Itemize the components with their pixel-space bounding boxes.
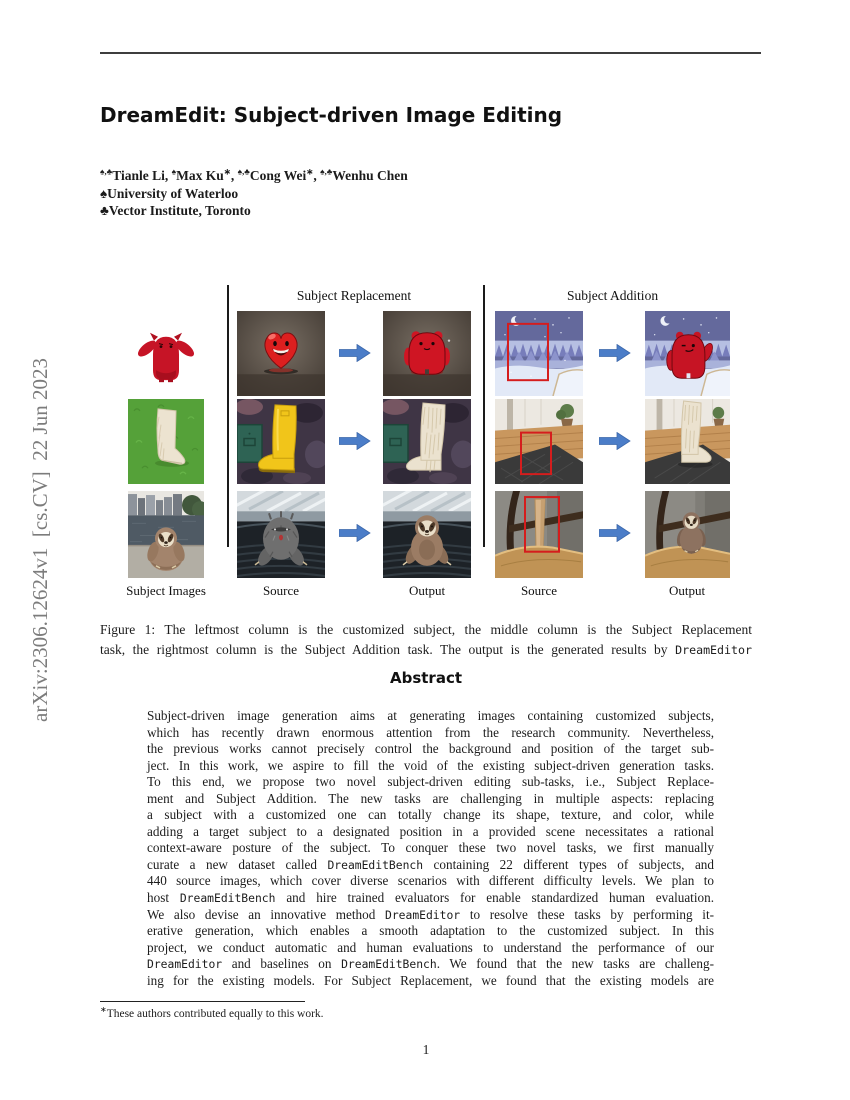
sloth-subject-illustration: [128, 491, 204, 578]
figure-label-source-addition: Source: [520, 583, 558, 598]
abstract-line: We also devise an innovative method DreamEditor to resolve these tasks by performing it-: [147, 906, 714, 922]
arrow-right-icon: [599, 524, 631, 542]
arrow-right-icon: [339, 432, 371, 450]
affiliation-line: ♠University of Waterloo: [100, 185, 239, 201]
figure-image-r2-add-output: [645, 399, 730, 484]
yellow-boot-source-illustration: [237, 399, 325, 484]
abstract-heading: Abstract: [389, 669, 463, 687]
abstract-line: which has recently drawn enormous attention from the research community. Nevertheless,: [147, 724, 714, 740]
figure-image-r2-subject: [128, 399, 204, 484]
affiliations: [100, 185, 720, 220]
abstract-line: Subject-driven image generation aims at generating images containing customized subjects,: [147, 708, 714, 723]
figure-image-r3-source: [237, 491, 325, 578]
figure-image-r3-subject: [128, 491, 204, 578]
abstract-line: ing for the existing models. For Subject Replacement, we found that the existing models are: [147, 972, 714, 988]
abstract-body: [147, 708, 714, 989]
monster-output-illustration: [383, 311, 471, 396]
figure-image-r1-add-output: [645, 311, 730, 396]
abstract-line: a subject with a customized one can totally change its shape, texture, and color, while: [147, 807, 714, 823]
figure-label-output-replacement: Output: [408, 583, 446, 598]
monster-subject-illustration: [128, 311, 204, 396]
figure-header-addition: Subject Addition: [566, 288, 659, 303]
abstract-line: ment and Subject Addition. The new tasks are challenging in multiple aspects: replacing: [147, 790, 714, 806]
footnote-text: These authors contributed equally to this work.: [106, 1007, 324, 1020]
arrow-right-icon: [599, 344, 631, 362]
figure-image-r1-add-source: [495, 311, 583, 396]
footnote-star: ∗: [100, 1005, 107, 1014]
figure-header-replacement: Subject Replacement: [296, 288, 412, 303]
figure-image-r2-output: [383, 399, 471, 484]
arxiv-sidebar-label: arXiv:2306.12624v1 [cs.CV] 22 Jun 2023: [28, 358, 52, 722]
caption-line: task, the rightmost column is the Subject Addition task. The output is the generated results by DreamEditor: [100, 641, 752, 657]
abstract-line: To this end, we propose two novel subject-driven editing sub-tasks, i.e., Subject Replace-: [147, 774, 714, 790]
paper-title: DreamEdit: Subject-driven Image Editing: [100, 103, 563, 127]
heart-source-illustration: [237, 311, 325, 396]
arrow-right-icon: [599, 432, 631, 450]
winter-source-illustration: [495, 311, 583, 396]
figure-divider-left: [227, 285, 229, 547]
abstract-line: host DreamEditBench and hire trained evaluators for enable standardized human evaluation.: [147, 890, 714, 906]
footnote: [100, 1005, 520, 1020]
abstract-line: erative generation, which enables a smooth adaptation to the customized subject. In this: [147, 923, 714, 939]
caption-line: Figure 1: The leftmost column is the customized subject, the middle column is the Subject Replacement: [100, 622, 752, 637]
figure-image-r1-output: [383, 311, 471, 396]
porch-source-illustration: [495, 399, 583, 484]
sloth-output-illustration: [383, 491, 471, 578]
figure-caption: [100, 620, 752, 660]
white-boot-output-illustration: [383, 399, 471, 484]
abstract-line: ject. In this work, we aspire to fill the void of the existing subject-driven generation tasks.: [147, 757, 714, 773]
affiliation-line: ♣Vector Institute, Toronto: [100, 203, 251, 219]
author-block: [100, 167, 720, 220]
authors-line: ♠,♣Tianle Li, ♠Max Ku∗, ♠,♣Cong Wei∗, ♠,♣Wenhu Chen: [100, 166, 408, 183]
figure-divider-right: [483, 285, 485, 547]
footnote-rule: [100, 1001, 305, 1002]
abstract-line: DreamEditor and baselines on DreamEditBench. We found that the new tasks are challeng-: [147, 956, 714, 972]
figure-image-r2-add-source: [495, 399, 583, 484]
figure-label-source-replacement: Source: [262, 583, 300, 598]
figure-image-r3-add-output: [645, 491, 730, 578]
boot-subject-illustration: [128, 399, 204, 484]
arrow-right-icon: [339, 344, 371, 362]
figure-image-r3-output: [383, 491, 471, 578]
page-number: 1: [422, 1042, 430, 1057]
figure-label-subject-images: Subject Images: [126, 583, 206, 598]
figure-image-r2-source: [237, 399, 325, 484]
winter-output-illustration: [645, 311, 730, 396]
abstract-line: context-aware posture of the subject. To conquer these two novel tasks, we first manually: [147, 840, 714, 856]
abstract-line: adding a target subject to a designated position in a provided scene necessitates a rational: [147, 823, 714, 839]
arrow-right-icon: [339, 524, 371, 542]
figure-image-r1-source: [237, 311, 325, 396]
figure-image-r3-add-source: [495, 491, 583, 578]
porch-output-illustration: [645, 399, 730, 484]
abstract-line: curate a new dataset called DreamEditBench containing 22 different types of subjects, and: [147, 856, 714, 872]
abstract-line: the previous works cannot precisely control the background and position of the target sub-: [147, 741, 714, 757]
chair-source-illustration: [495, 491, 583, 578]
figure-image-r1-subject: [128, 311, 204, 396]
abstract-line: 440 source images, which cover diverse scenarios with different difficulty levels. We plan to: [147, 873, 714, 889]
gray-plush-source-illustration: [237, 491, 325, 578]
header-rule: [100, 52, 761, 54]
chair-output-illustration: [645, 491, 730, 578]
figure-label-output-addition: Output: [668, 583, 706, 598]
abstract-line: project, we conduct automatic and human evaluations to understand the performance of our: [147, 939, 714, 955]
